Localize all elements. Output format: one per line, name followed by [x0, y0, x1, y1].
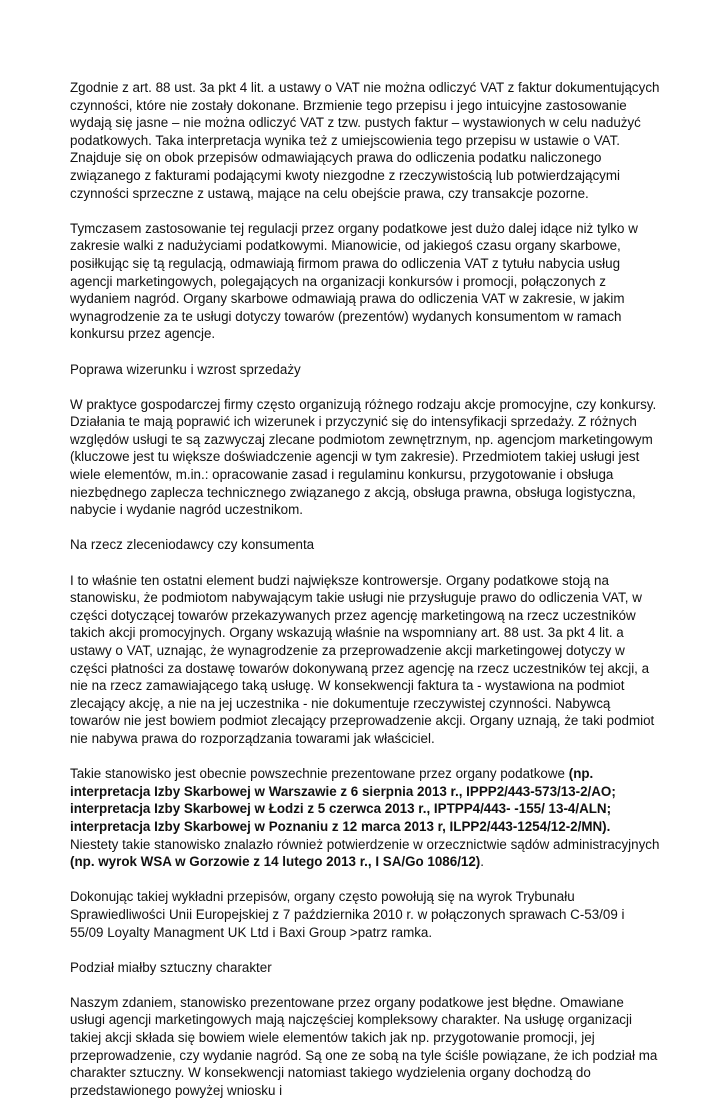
- paragraph-gap: [70, 976, 660, 994]
- paragraph-gap: [70, 748, 660, 766]
- paragraph-text: .: [480, 854, 484, 870]
- paragraph-interpretations: [70, 765, 660, 871]
- paragraph-controversy: I to właśnie ten ostatni element budzi największe kontrowersje. Organy podatkowe stoją na stanowisku, że podmiotom nabywającym takie usługi nie przysługuje prawo do odliczenia VAT, w części dotyczącej towarów przekazywanych przez agencję marketingową na rzecz uczestników takich akcji promocyjnych. Organy wskazują właśnie na wspomniany art. 88 ust. 3a pkt 4 lit. a ustawy o VAT, uznając, że wynagrodzenie za przeprowadzenie akcji marketingowej dotyczy w części płatności za dostawę towarów dokonywaną przez agencję na rzecz uczestników tej akcji, a nie na rzecz zamawiającego taką usługę. W konsekwencji faktura ta - wystawiona na podmiot zlecający akcję, a nie na jej uczestnika - nie dokumentuje rzeczywistej czynności. Nabywcą towarów nie jest bowiem podmiot zlecający przeprowadzenie akcji. Organy uznają, że taki podmiot nie nabywa prawa do rozporządzania towarami jak właściciel.: [70, 572, 655, 746]
- paragraph-text: Takie stanowisko jest obecnie powszechnie prezentowane przez organy podatkowe: [70, 766, 569, 782]
- paragraph-tax-authorities: Tymczasem zastosowanie tej regulacji przez organy podatkowe jest dużo dalej idące niż tylko w zakresie walki z nadużyciami podatkowymi. Mianowicie, od jakiegoś czasu organy skarbowe, posiłkując się tą regulacją, odmawiają firmom prawa do odliczenia VAT z tytułu nabycia usług agencji marketingowych, polegających na organizacji konkursów i promocji, połączonych z wydaniem nagród. Organy skarbowe odmawiają prawa do odliczenia VAT w zakresie, w jakim wynagrodzenie za te usługi dotyczy towarów (prezentów) wydanych konsumentom w ramach konkursu przez agencje.: [70, 220, 638, 342]
- paragraph-business-practice: W praktyce gospodarczej firmy często organizują różnego rodzaju akcje promocyjne, czy konkursy. Działania te mają poprawić ich wizerunek i przyczynić się do intensyfikacji sprzedaży. Z różnych względów usługi te są zazwyczaj zlecane podmiotom zewnętrznym, np. agencjom marketingowym (kluczowe jest tu większe doświadczenie agencji w tym zakresie). Przedmiotem takiej usługi jest wiele elementów, m.in.: opracowanie zasad i regulaminu konkursu, przygotowanie i obsługa niezbędnego zaplecza technicznego związanego z akcją, obsługa prawna, obsługa logistyczna, nabycie i wydanie nagród uczestnikom.: [70, 396, 657, 518]
- paragraph-opinion: Naszym zdaniem, stanowisko prezentowane przez organy podatkowe jest błędne. Omawiane usługi agencji marketingowych mają najczęściej kompleksowy charakter. Na usługę organizacji takiej akcji składa się bowiem wiele elementów takich jak np. przygotowanie promocji, jej przeprowadzenie, czy wydanie nagród. Są one ze sobą na tyle ściśle powiązane, że ich podział ma charakter sztuczny. W konsekwencji natomiast takiego wydzielenia organy dochodzą do przedstawionego powyżej wniosku i: [70, 994, 658, 1098]
- section-heading-image: Poprawa wizerunku i wzrost sprzedaży: [70, 361, 301, 377]
- paragraph-text: Niestety takie stanowisko znalazło również potwierdzenie w orzecznictwie sądów administracyjnych: [70, 836, 660, 852]
- section-heading-client: Na rzecz zleceniodawcy czy konsumenta: [70, 537, 315, 553]
- document-body: [70, 79, 660, 1099]
- court-ruling-citation: (np. wyrok WSA w Gorzowie z 14 lutego 2013 r., I SA/Go 1086/12): [70, 854, 481, 870]
- paragraph-gap: [70, 554, 660, 572]
- paragraph-tsue-ruling: Dokonując takiej wykładni przepisów, organy często powołują się na wyrok Trybunału Sprawiedliwości Unii Europejskiej z 7 października 2010 r. w połączonych sprawach C-53/09 i 55/09 Loyalty Managment UK Ltd i Baxi Group >patrz ramka.: [70, 889, 625, 940]
- paragraph-gap: [70, 941, 660, 959]
- paragraph-gap: [70, 378, 660, 396]
- paragraph-intro: Zgodnie z art. 88 ust. 3a pkt 4 lit. a ustawy o VAT nie można odliczyć VAT z faktur dokumentujących czynności, które nie zostały dokonane. Brzmienie tego przepisu i jego intuicyjne zastosowanie wydają się jasne – nie można odliczyć VAT z tzw. pustych faktur – wystawionych w celu nadużyć podatkowych. Taka interpretacja wynika też z umiejscowienia tego przepisu w ustawie o VAT. Znajduje się on obok przepisów odmawiających prawa do odliczenia podatku naliczonego związanego z fakturami podającymi kwoty niezgodne z rzeczywistością lub potwierdzającymi czynności sprzeczne z ustawą, mające na celu obejście prawa, czy transakcje pozorne.: [70, 80, 660, 201]
- interpretations-citation: (np. interpretacja Izby Skarbowej w Warszawie z 6 sierpnia 2013 r., IPPP2/443-573/13-2/AO; interpretacja Izby Skarbowej w Łodzi z 5 czerwca 2013 r., IPTPP4/443- -155/ 13-4/ALN; interpretacja Izby Skarbowej w Poznaniu z 12 marca 2013 r, ILPP2/443-1254/12-2/MN).: [70, 766, 616, 834]
- paragraph-gap: [70, 519, 660, 537]
- paragraph-gap: [70, 343, 660, 361]
- section-heading-artificial: Podział miałby sztuczny charakter: [70, 959, 272, 975]
- paragraph-gap: [70, 202, 660, 220]
- paragraph-gap: [70, 871, 660, 889]
